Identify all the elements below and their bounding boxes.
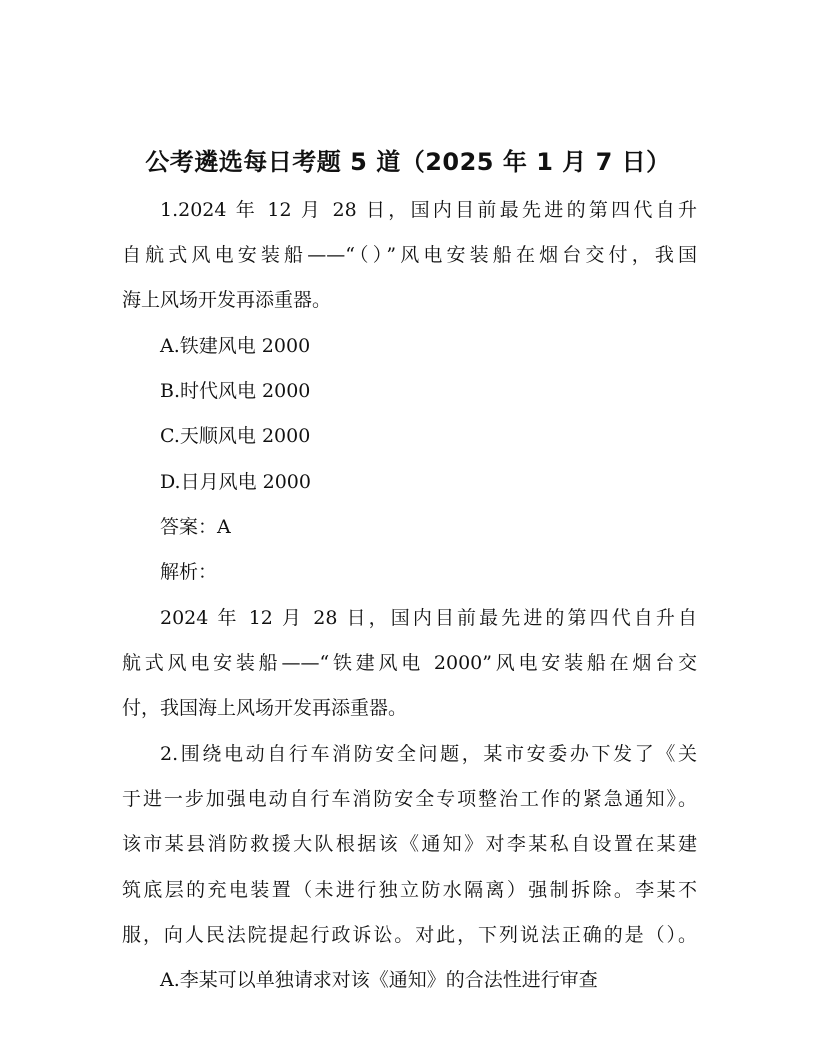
q2-stem-line-2: 于进一步加强电动自行车消防安全专项整治工作的紧急通知》。 [122,788,697,810]
page-title: 公考遴选每日考题 5 道（2025 年 1 月 7 日） [145,148,671,176]
q2-stem-line-1: 2.围绕电动自行车消防安全问题，某市安委办下发了《关 [160,743,697,765]
q1-analysis-line-2: 航式风电安装船——“铁建风电 2000”风电安装船在烟台交 [122,652,697,674]
q1-stem-line-2: 自航式风电安装船——“（）”风电安装船在烟台交付，我国 [122,244,697,266]
q1-stem-line-1: 1.2024 年 12 月 28 日，国内目前最先进的第四代自升 [160,199,697,221]
q1-answer: 答案：A [160,516,231,538]
q1-option-a: A.铁建风电 2000 [160,335,311,357]
q1-option-b: B.时代风电 2000 [160,380,311,402]
q1-option-d: D.日月风电 2000 [160,471,311,493]
q2-stem-line-4: 筑底层的充电装置（未进行独立防水隔离）强制拆除。李某不 [122,879,697,901]
q1-option-c: C.天顺风电 2000 [160,425,311,447]
q2-stem-line-3: 该市某县消防救援大队根据该《通知》对李某私自设置在某建 [122,833,697,855]
q1-stem-line-3: 海上风场开发再添重器。 [122,289,332,311]
q1-analysis-line-1: 2024 年 12 月 28 日，国内目前最先进的第四代自升自 [160,607,697,629]
q2-stem-line-5: 服，向人民法院提起行政诉讼。对此，下列说法正确的是（）。 [122,924,697,946]
q2-option-a: A.李某可以单独请求对该《通知》的合法性进行审查 [160,969,598,991]
q1-analysis-line-3: 付，我国海上风场开发再添重器。 [122,697,408,719]
q1-analysis-label: 解析： [160,561,218,583]
